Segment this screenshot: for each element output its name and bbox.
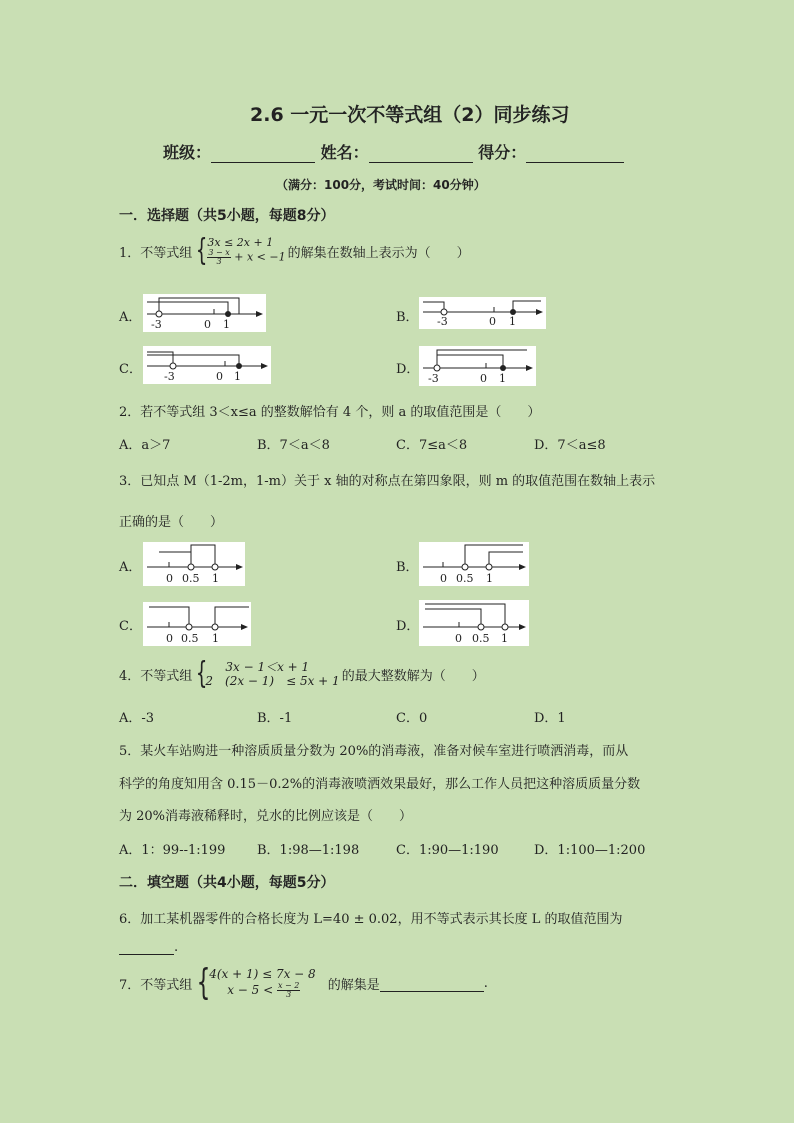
q6-answer-blank[interactable] [119,938,174,955]
q2-option-a[interactable]: A．a＞7 [119,438,171,453]
q6-end: . [174,940,179,955]
q3-number-line-c[interactable] [143,602,251,646]
q7-suffix: 的解集是 [327,977,380,993]
q2-option-d[interactable]: D．7＜a≤8 [534,438,606,453]
section-choice-title: 一．选择题（共5小题，每题8分） [119,208,335,224]
class-blank[interactable] [211,146,315,163]
q7-system [209,967,316,999]
q7-answer-blank[interactable] [380,975,484,992]
q6-answer-row [119,938,178,955]
q4-prefix: 4．不等式组 [119,668,193,684]
q4-ineq-2: 2 (2x − 1) ≤ 5x + 1 [205,674,340,688]
q3-number-line-a[interactable] [143,542,245,586]
q2-option-b[interactable]: B．7＜a＜8 [257,438,330,453]
q1-option-d-label[interactable]: D． [396,362,420,377]
q1-option-a-label[interactable]: A． [119,310,142,325]
question-3-line-2: 正确的是（ ） [119,515,224,530]
question-1 [119,233,470,268]
q3-option-c-label[interactable]: C． [119,619,142,634]
q7-prefix: 7．不等式组 [119,977,193,993]
q7-fraction [277,982,300,999]
q1-fraction [207,249,230,266]
tick-label: 1 [212,632,219,645]
tick-label: 1 [509,315,516,328]
q1-frac-num: 3 − x [208,247,230,257]
question-5-line-1: 5．某火车站购进一种溶质质量分数为 20%的消毒液，准备对候车室进行喷洒消毒，而从 [119,744,629,759]
tick-label: 1 [212,572,219,585]
name-label: 姓名： [320,143,369,162]
q4-option-c[interactable]: C．0 [396,711,428,726]
q1-suffix: 的解集在数轴上表示为（ ） [287,245,470,261]
brace-icon: { [196,962,211,1003]
q1-frac-den: 3 [216,256,222,266]
q1-option-b-label[interactable]: B． [396,310,419,325]
q4-system [205,660,339,688]
tick-label: 1 [223,318,230,331]
tick-label: 0.5 [472,632,490,645]
question-5-line-3: 为 20%消毒液稀释时，兑水的比例应该是（ ） [119,809,413,824]
q5-option-a[interactable]: A．1：99--1:199 [119,843,226,858]
q1-number-line-c[interactable] [143,346,271,384]
tick-label: 0.5 [456,572,474,585]
q3-number-line-b[interactable] [419,542,529,586]
q1-number-line-b[interactable] [419,297,546,329]
page-title: 2.6 一元一次不等式组（2）同步练习 [250,104,570,126]
score-blank[interactable] [526,146,624,163]
q4-suffix: 的最大整数解为（ ） [341,668,485,684]
q7-frac-den: 3 [286,990,292,999]
q7-end: . [483,975,488,991]
q7-ineq-2: x − 5 < [227,983,274,997]
brace-icon: { [196,656,208,691]
tick-label: 0.5 [181,632,199,645]
tick-label: 0 [489,315,496,328]
q1-number-line-d[interactable] [419,346,536,386]
q1-prefix: 1．不等式组 [119,245,193,261]
question-2: 2．若不等式组 3＜x≤a 的整数解恰有 4 个，则 a 的取值范围是（ ） [119,405,541,420]
q3-option-b-label[interactable]: B． [396,560,419,575]
tick-label: 1 [499,372,506,385]
tick-label: 0 [166,632,173,645]
q7-ineq-1: 4(x + 1) ≤ 7x − 8 [209,967,316,981]
q4-option-b[interactable]: B．-1 [257,711,293,726]
q4-option-d[interactable]: D．1 [534,711,566,726]
class-label: 班级： [163,143,212,162]
student-info-row [163,140,624,163]
q2-option-c[interactable]: C．7≤a＜8 [396,438,468,453]
tick-label: -3 [151,318,162,331]
question-6: 6．加工某机器零件的合格长度为 L=40 ± 0.02，用不等式表示其长度 L 的取值范围为 [119,912,623,927]
name-blank[interactable] [369,146,473,163]
tick-label: 1 [486,572,493,585]
tick-label: 1 [501,632,508,645]
section-fill-title: 二．填空题（共4小题，每题5分） [119,875,335,891]
tick-label: 0.5 [182,572,200,585]
tick-label: -3 [437,315,448,328]
q3-option-a-label[interactable]: A． [119,560,142,575]
tick-label: 0 [480,372,487,385]
q5-option-c[interactable]: C．1:90—1:190 [396,843,499,858]
tick-label: -3 [164,370,175,383]
q1-ineq-1: 3x ≤ 2x + 1 [207,235,274,249]
q1-system [207,237,285,266]
q1-option-c-label[interactable]: C． [119,362,142,377]
q3-number-line-d[interactable] [419,600,529,646]
q5-option-d[interactable]: D．1:100—1:200 [534,843,646,858]
tick-label: 0 [440,572,447,585]
tick-label: 1 [234,370,241,383]
question-4 [119,656,485,691]
tick-label: 0 [216,370,223,383]
q4-ineq-1: 3x − 1＜x + 1 [225,660,310,674]
score-label: 得分： [478,143,527,162]
tick-label: 0 [166,572,173,585]
question-7 [119,962,488,1003]
tick-label: -3 [428,372,439,385]
question-3-line-1: 3．已知点 M（1-2m，1-m）关于 x 轴的对称点在第四象限，则 m 的取值范围在数轴上表示 [119,474,656,489]
q7-frac-num: x − 2 [277,981,300,990]
exam-note: （满分：100分，考试时间：40分钟） [276,178,486,192]
q3-option-d-label[interactable]: D． [396,619,420,634]
q1-ineq-2: + x < −1 [234,250,286,263]
brace-icon: { [196,233,208,268]
tick-label: 0 [455,632,462,645]
q4-option-a[interactable]: A．-3 [119,711,155,726]
q5-option-b[interactable]: B．1:98—1:198 [257,843,360,858]
q1-number-line-a[interactable] [143,294,266,332]
question-5-line-2: 科学的角度知用含 0.15－0.2%的消毒液喷洒效果最好，那么工作人员把这种溶质质量分数 [119,777,641,792]
tick-label: 0 [204,318,211,331]
